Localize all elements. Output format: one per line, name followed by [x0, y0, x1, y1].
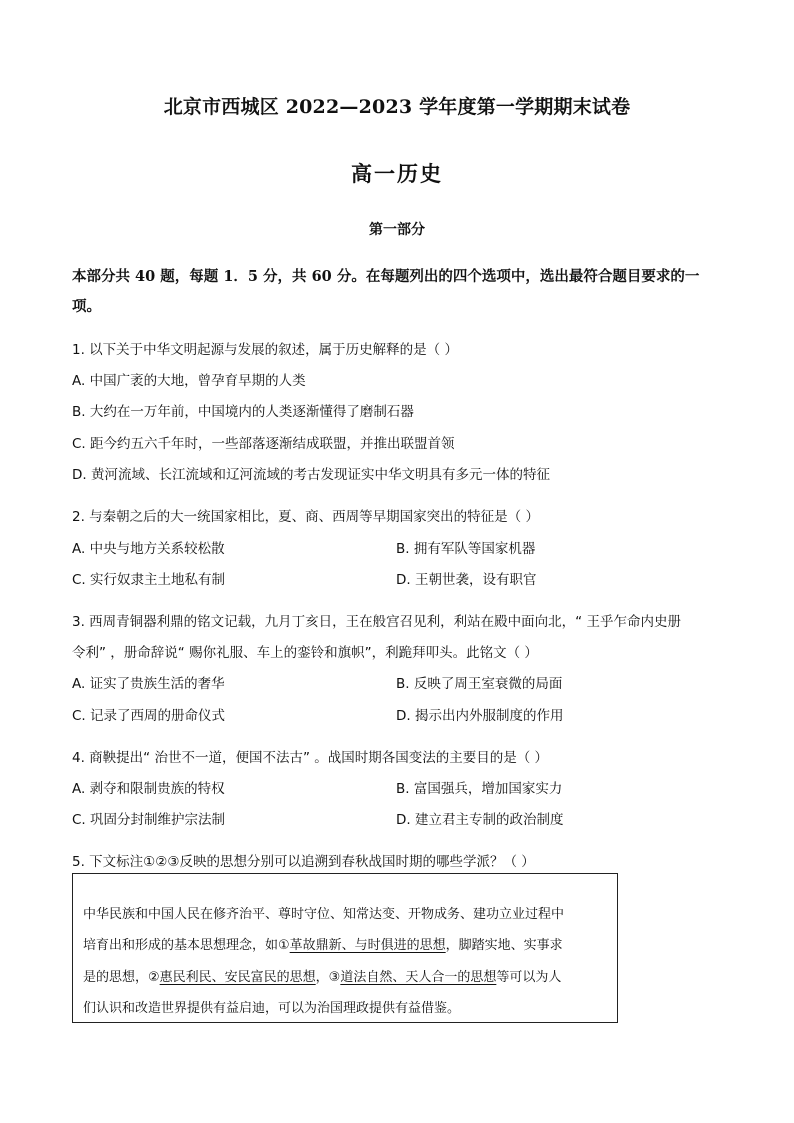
question-2-option-b[interactable]: B. 拥有军队等国家机器: [396, 541, 536, 557]
material-line-4: 们认识和改造世界提供有益启迪，可以为治国理政提供有益借鉴。: [83, 1001, 461, 1016]
material-line-2: [83, 934, 563, 953]
question-1-option-b[interactable]: B. 大约在一万年前，中国境内的人类逐渐懂得了磨制石器: [72, 404, 414, 420]
question-1-stem: 1. 以下关于中华文明起源与发展的叙述，属于历史解释的是（ ）: [72, 342, 458, 358]
underlined-idea-2: 惠民利民、安民富民的思想: [159, 970, 316, 985]
material-text: 是的思想，②: [83, 970, 160, 985]
question-4-option-b[interactable]: B. 富国强兵，增加国家实力: [396, 781, 563, 797]
question-3-stem-line-2: 令利” ，册命辞说“ 赐你礼服、车上的銮铃和旗帜”，利跪拜叩头。此铭文（ ）: [72, 645, 538, 661]
question-3-stem-line-1: 3. 西周青铜器利鼎的铭文记载，九月丁亥日，王在般宫召见利，利站在殿中面向北，“ 王乎乍命内史册: [72, 614, 681, 630]
question-3-option-c[interactable]: C. 记录了西周的册命仪式: [72, 708, 226, 724]
question-2-option-d[interactable]: D. 王朝世袭，设有职官: [396, 572, 537, 588]
question-3-option-a[interactable]: A. 证实了贵族生活的奢华: [72, 676, 225, 692]
material-text: ，脚踏实地、实事求: [445, 938, 563, 953]
question-4-option-d[interactable]: D. 建立君主专制的政治制度: [396, 812, 564, 828]
question-3-option-d[interactable]: D. 揭示出内外服制度的作用: [396, 708, 564, 724]
material-text: ，③: [315, 970, 341, 985]
part-instructions: 本部分共 40 题，每题 1．5 分，共 60 分。在每题列出的四个选项中，选出最符合题目要求的一项。: [72, 268, 700, 315]
part-heading: 第一部分: [369, 222, 425, 238]
underlined-idea-3: 道法自然、天人合一的思想: [340, 970, 497, 985]
question-3-option-b[interactable]: B. 反映了周王室衰微的局面: [396, 676, 563, 692]
question-2-stem: 2. 与秦朝之后的大一统国家相比，夏、商、西周等早期国家突出的特征是（ ）: [72, 509, 539, 525]
question-5-material-box: [72, 873, 618, 1023]
question-4-stem: 4. 商鞅提出“ 治世不一道，便国不法古” 。战国时期各国变法的主要目的是（ ）: [72, 750, 549, 766]
question-1-option-d[interactable]: D. 黄河流域、长江流域和辽河流域的考古发现证实中华文明具有多元一体的特征: [72, 467, 550, 483]
material-line-3: [83, 966, 561, 985]
question-5-stem: 5. 下文标注①②③反映的思想分别可以追溯到春秋战国时期的哪些学派？（ ）: [72, 854, 535, 870]
material-line-1: 中华民族和中国人民在修齐治平、尊时守位、知常达变、开物成务、建功立业过程中: [83, 907, 565, 922]
material-text: 培育出和形成的基本思想理念，如①: [83, 938, 290, 953]
question-2-option-c[interactable]: C. 实行奴隶主土地私有制: [72, 572, 226, 588]
exam-title: 北京市西城区 2022—2023 学年度第一学期期末试卷: [163, 96, 631, 118]
question-1-option-c[interactable]: C. 距今约五六千年时，一些部落逐渐结成联盟，并推出联盟首领: [72, 436, 455, 452]
subject-title: 高一历史: [351, 161, 443, 186]
question-4-option-a[interactable]: A. 剥夺和限制贵族的特权: [72, 781, 225, 797]
question-2-option-a[interactable]: A. 中央与地方关系较松散: [72, 541, 225, 557]
material-text: 等可以为人: [496, 970, 562, 985]
underlined-idea-1: 革故鼎新、与时俱进的思想: [289, 938, 446, 953]
question-1-option-a[interactable]: A. 中国广袤的大地，曾孕育早期的人类: [72, 373, 306, 389]
question-4-option-c[interactable]: C. 巩固分封制维护宗法制: [72, 812, 226, 828]
